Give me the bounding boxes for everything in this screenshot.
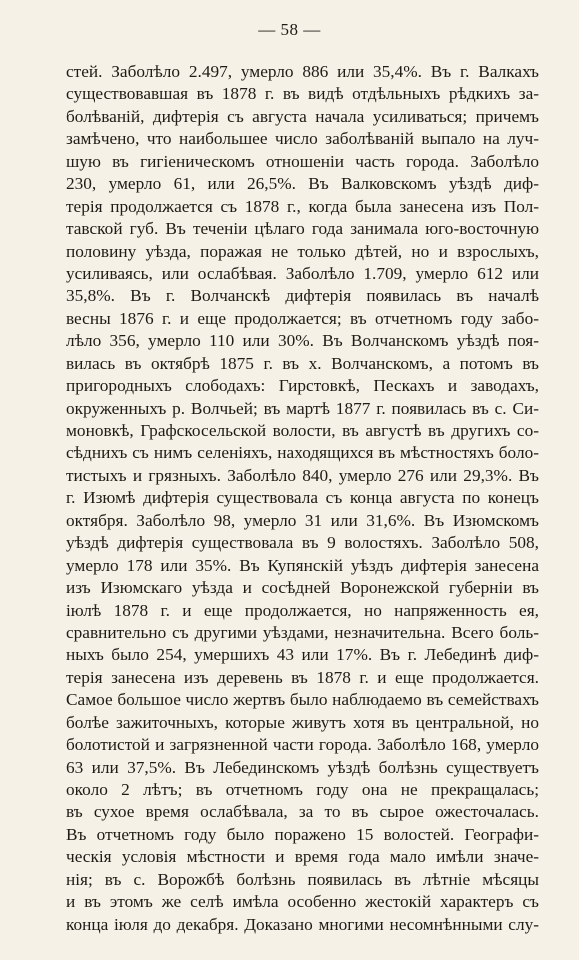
text-line: сравнительно съ другими уѣздами, незначительна. Всего боль- [66,622,539,642]
text-line: болѣе зажиточныхъ, которые живутъ хотя въ центральной, но [66,712,539,732]
text-line: около 2 лѣтъ; въ отчетномъ году она не прекращалась; [66,780,539,799]
text-line: тистыхъ и грязныхъ. Заболѣло 840, умерло 276 или 29,3%. Въ [66,465,539,485]
text-line: изъ Изюмскаго уѣзда и сосѣдней Воронежской губерніи въ [66,578,539,598]
text-line: 230, умерло 61, или 26,5%. Въ Валковскомъ уѣздѣ диф- [66,174,539,194]
text-line: стей. Заболѣло 2.497, умерло 886 или 35,4%. Въ г. Валкахъ [66,62,539,81]
text-line: нія; въ с. Ворожбѣ болѣзнь появилась въ лѣтніе мѣсяцы [66,869,539,889]
text-line: моновкѣ, Графскосельской волости, въ августѣ въ другихъ со- [66,421,539,440]
text-line: половину уѣзда, поражая не только дѣтей, но и взрослыхъ, [66,241,539,261]
page-number: — 58 — [258,20,321,39]
text-line: вилась въ октябрѣ 1875 г. въ х. Волчанскомъ, а потомъ въ [66,353,539,373]
text-line: ныхъ было 254, умершихъ 43 или 17%. Въ г. Лебединѣ диф- [66,645,539,665]
text-line: весны 1876 г. и еще продолжается; въ отчетномъ году забо- [66,308,539,328]
text-line: іюлѣ 1878 г. и еще продолжается, но напряженность ея, [66,600,539,620]
text-line: замѣчено, что наибольшее число заболѣваній выпало на луч- [66,129,539,149]
text-line: ческія условія мѣстности и время года мало имѣли значе- [66,847,539,867]
text-line: конца іюля до декабря. Доказано многими несомнѣнными слу- [66,914,539,934]
text-line: лѣло 356, умерло 110 или 30%. Въ Волчанскомъ уѣздѣ поя- [66,331,539,351]
text-line: Въ отчетномъ году было поражено 15 волостей. Географи- [66,824,539,844]
text-line: болѣваній, дифтерія съ августа начала усиливаться; причемъ [66,106,539,126]
body-text [66,61,539,936]
text-line: пригородныхъ слободахъ: Гирстовкѣ, Пескахъ и заводахъ, [66,376,539,396]
text-line: г. Изюмѣ дифтерія существовала съ конца августа по конецъ [66,488,539,508]
text-line: октября. Заболѣло 98, умерло 31 или 31,6%. Въ Изюмскомъ [66,510,539,530]
text-line: въ сухое время ослабѣвала, за то въ сырое ожесточалась. [66,802,539,822]
text-line: окруженныхъ р. Волчьей; въ мартѣ 1877 г. появилась въ с. Си- [66,398,539,418]
text-line: 63 или 37,5%. Въ Лебединскомъ уѣздѣ болѣзнь существуетъ [66,757,539,777]
text-line: терія продолжается съ 1878 г., когда была занесена изъ Пол- [66,196,539,216]
text-line: болотистой и загрязненной части города. Заболѣло 168, умерло [66,735,539,755]
text-line: тавской губ. Въ теченіи цѣлаго года занимала юго-восточную [66,219,539,239]
text-line: умерло 178 или 35%. Въ Купянскій уѣздъ дифтерія занесена [66,555,539,575]
text-line: уѣздѣ дифтерія существовала въ 9 волостяхъ. Заболѣло 508, [66,533,539,553]
text-line: и въ этомъ же селѣ имѣла особенно жестокій характеръ съ [66,892,539,912]
text-line: 35,8%. Въ г. Волчанскѣ дифтерія появилась въ началѣ [66,286,539,306]
text-line: терія занесена изъ деревень въ 1878 г. и еще продолжается. [66,667,539,687]
text-line: Самое большое число жертвъ было наблюдаемо въ семействахъ [66,690,539,710]
text-line: шую въ гигіеническомъ отношеніи часть города. Заболѣло [66,151,539,171]
text-line: усиливаясь, или ослабѣвая. Заболѣло 1.709, умерло 612 или [66,263,539,283]
text-line: существовавшая въ 1878 г. въ видѣ отдѣльныхъ рѣдкихъ за- [66,84,539,104]
text-line: сѣднихъ съ нимъ селеніяхъ, находящихся въ мѣстностяхъ боло- [66,443,539,463]
